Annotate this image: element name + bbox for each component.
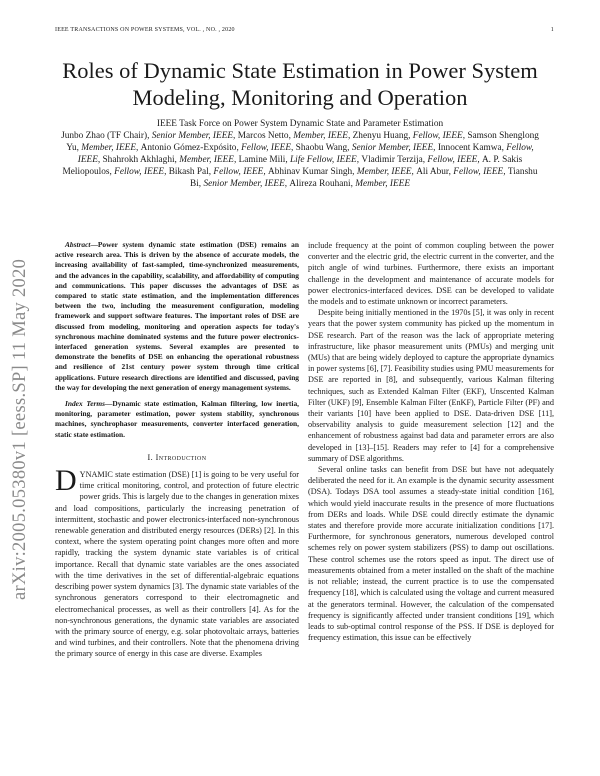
author-block	[60, 118, 540, 190]
author-role: Fellow, IEEE,	[213, 167, 268, 177]
author-role: Fellow, IEEE,	[77, 143, 534, 165]
intro-paragraph	[55, 464, 299, 659]
author-name: Innocent Kamwa,	[437, 143, 507, 153]
section-title: Introduction	[155, 452, 207, 462]
paragraph-continued: include frequency at the point of common coupling between the power converter and the electric grid, the electric current in the converter, and the pitch angle of wind turbines. Furthermore, there exists an important challenge in the development and maintenance of accurate models for power electronics-interfaced devices. DSE can be developed to validate the models and to estimate unknown or incorrect parameters.	[308, 241, 554, 307]
author-name: Zhenyu Huang,	[352, 131, 413, 141]
author-role: Fellow, IEEE,	[412, 131, 468, 141]
arxiv-stamp: arXiv:2005.05380v1 [eess.SP] 11 May 2020	[10, 258, 30, 600]
author-role: Fellow, IEEE,	[241, 143, 296, 153]
abstract-text: —Power system dynamic state estimation (DSE) remains an active research area. This is driven by the absence of accurate models, the increasing availability of fast-sampled, time-synchronized measurements, and the advances in the capability, scalability, and affordability of computing and communications. This paper discusses the advantages of DSE as compared to static state estimation, and the implementation differences between the two, including the measurement configuration, modeling framework and support software features. The important roles of DSE are discussed from modeling, monitoring and operation aspects for today's synchronous machine dominated systems and the future power electronics-interfaced generation systems. Several examples are presented to demonstrate the benefits of DSE on enhancing the operational robustness and resilience of 21st century power system through time critical applications. Future research directions are identified and discussed, paving the way for developing the next generation of energy management systems.	[55, 240, 299, 392]
author-name: Marcos Netto,	[237, 131, 294, 141]
task-force-line: IEEE Task Force on Power System Dynamic State and Parameter Estimation	[156, 119, 444, 129]
journal-header: IEEE TRANSACTIONS ON POWER SYSTEMS, VOL. , NO. , 2020	[55, 27, 235, 33]
author-role: Member, IEEE,	[179, 155, 239, 165]
author-role: Senior Member, IEEE,	[203, 179, 290, 189]
author-name: Antonio Gómez-Expósito,	[140, 143, 242, 153]
first-word-rest: YNAMIC	[79, 470, 113, 480]
author-name: Alireza Rouhani,	[289, 179, 356, 189]
paper-title: Roles of Dynamic State Estimation in Power System Modeling, Monitoring and Operation	[62, 58, 538, 110]
drop-cap: D	[55, 464, 77, 498]
left-column	[55, 240, 299, 660]
author-role: Fellow, IEEE,	[453, 167, 508, 177]
section-heading	[55, 452, 299, 463]
author-list	[60, 130, 540, 190]
author-role: Senior Member, IEEE,	[151, 131, 238, 141]
paragraph-dse-history: Despite being initially mentioned in the 1970s [5], it was only in recent years that the power system community has picked up the momentum in DSE research. Part of the reason was the lack of appropriate metering infrastructure, like phasor measurement units (PMUs) and merging unit (MUs) that are being widely deployed to capture the appropriate dynamics in power systems [6], [7]. Feasibility studies using PMU measurements for DSE are reported in [8], and subsequently, various Kalman filtering techniques, such as Extended Kalman Filter (EKF), Unscented Kalman Filter (UKF) [9], Ensemble Kalman Filter (EnKF), Particle Filter (PF) and their variants [10] have been applied to DSE. Data-driven DSE [11], observability analysis to guide measurement selection [12] and the enhancement of robustness against bad data and parameter errors are also developed in [13]–[15]. Readers may refer to [4] for a comprehensive summary of DSE algorithms.	[308, 308, 554, 463]
author-role: Fellow, IEEE,	[114, 167, 169, 177]
author-role: Member, IEEE	[355, 179, 410, 189]
paragraph-online-tasks: Several online tasks can benefit from DSE but have not adequately deliberated the need for it. An example is the dynamic security assessment (DSA). Todays DSA tool assumes a steady-state initial condition [16], which would yield inaccurate results in the presence of more fluctuations from DERs and loads. While DSE could directly estimate the dynamic states and therefore provide more accurate initialization conditions [17]. Furthermore, for synchronous generators, numerous developed control schemes rely on power system stabilizers (PSS) to damp out oscillations. These control schemes use the rotors speed as input. The direct use of measurements obtained from a meter installed on the shaft of the machine is not reliable; instead, the current practice is to use the compensated frequency [18], which is calculated using the voltage and current measured at the generators terminal. However, the calculation of the compensated frequency is significantly affected under transient conditions [19], which leads to sub-optimal control response of the PSS. If DSE is deployed for frequency estimation, this issue can be effectively	[308, 465, 554, 643]
author-role: Senior Member, IEEE,	[351, 143, 438, 153]
index-terms	[55, 399, 299, 440]
page-number: 1	[550, 27, 554, 33]
intro-text: state estimation (DSE) [1] is going to be very useful for time critical monitoring, control, and protection of future electric power grids. This is largely due to the changes in generation mixes and load compositions, particularly the increasing penetration of intermittent, stochastic and power electronics-interfaced non-synchronous renewable generation and distributed energy resources (DERs) [2]. In this context, where the system operating point changes more often and more rapidly, tracking the system dynamic state variables is of critical importance. Recall that dynamic state variables are the ones associated with the time derivatives in the set of differential-algebraic equations describing power system dynamics [3]. The dynamic state variables of the synchronous generators correspond to their electromagnetic and electromechanical processes, as well as their controllers [4]. As for the non-synchronous generations, the dynamic state variables are associated with the primary source of energy, e.g. solar photovoltaic arrays, batteries and wind turbines, and their controllers. Note that the phenomena driving the primary source of energy in this case are diverse. Examples	[55, 470, 299, 659]
index-terms-text: —Dynamic state estimation, Kalman filtering, low inertia, monitoring, parameter estimation, power system stability, synchronous machines, synchrophasor measurements, converter interfaced generation, static state estimation.	[55, 399, 299, 439]
author-name: Lamine Mili,	[238, 155, 290, 165]
abstract	[55, 240, 299, 393]
abstract-lead: Abstract	[65, 240, 91, 249]
author-name: Samson Shenglong Yu,	[66, 131, 539, 153]
author-name: Junbo Zhao (TF Chair),	[61, 131, 152, 141]
author-name: Ali Abur,	[416, 167, 454, 177]
author-name: Tianshu Bi,	[190, 167, 538, 189]
author-name: Shahrokh Akhlaghi,	[102, 155, 180, 165]
author-role: Member, IEEE,	[356, 167, 417, 177]
author-role: Fellow, IEEE,	[427, 155, 482, 165]
author-name: Abhinav Kumar Singh,	[267, 167, 357, 177]
section-number: I.	[147, 452, 154, 462]
running-header	[55, 27, 554, 33]
index-terms-lead: Index Terms	[65, 399, 105, 409]
author-name: Vladimir Terzija,	[361, 155, 428, 165]
author-role: Member, IEEE,	[81, 143, 141, 153]
author-role: Life Fellow, IEEE,	[290, 155, 362, 165]
right-column	[308, 240, 554, 643]
author-name: A. P. Sakis Meliopoulos,	[62, 155, 523, 177]
author-name: Shaobu Wang,	[295, 143, 352, 153]
author-role: Member, IEEE,	[293, 131, 353, 141]
author-name: Bikash Pal,	[168, 167, 214, 177]
